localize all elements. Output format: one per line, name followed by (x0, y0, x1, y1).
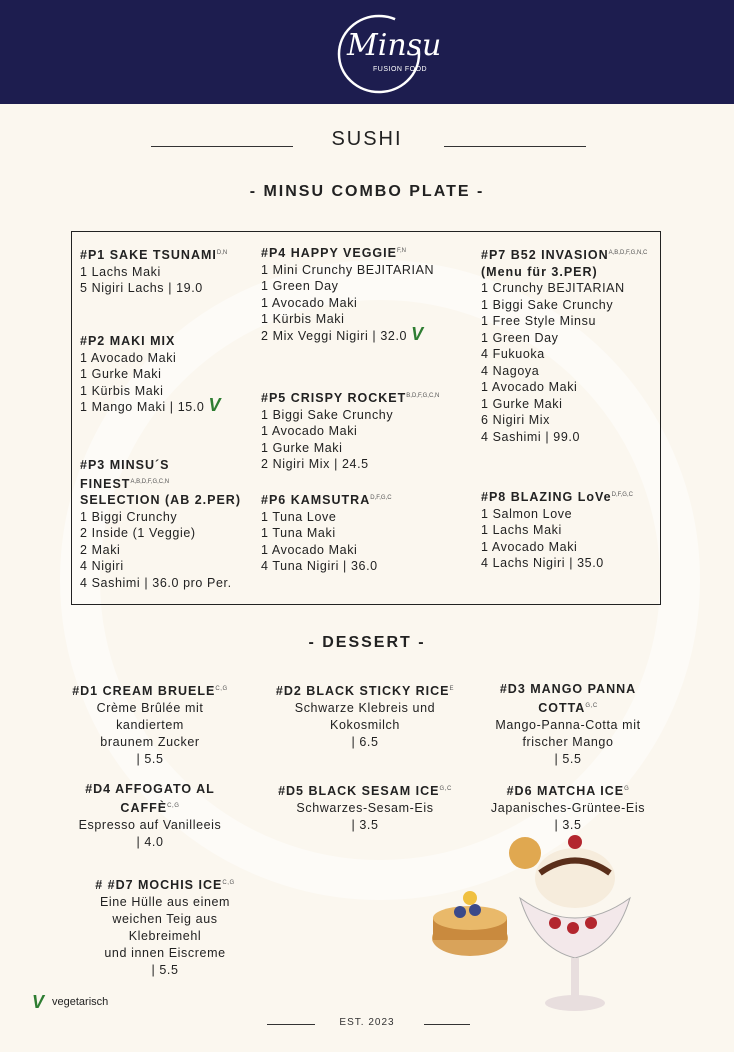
dessert-title: # #D7 MOCHIS ICE (95, 878, 223, 893)
allergen-codes: E (449, 686, 455, 692)
dessert-heading: - DESSERT - (308, 634, 426, 651)
dessert-illustration (425, 828, 665, 1018)
combo-subtitle: (Menu für 3.PER) (481, 264, 598, 279)
page-title: SUSHI (331, 128, 403, 150)
combo-line: 5 Nigiri Lachs | 19.0 (80, 281, 203, 296)
dessert-item (478, 681, 658, 768)
dessert-title: #D2 BLACK STICKY RICE (275, 684, 450, 699)
logo (333, 10, 442, 98)
dessert-item (60, 781, 240, 851)
dessert-title: #D4 AFFOGATO AL CAFFÈ (85, 782, 215, 816)
allergen-codes: D,F,G,C (370, 495, 392, 501)
dessert-line: | 3.5 (554, 818, 582, 833)
combo-line: 4 Tuna Nigiri | 36.0 (261, 559, 378, 574)
combo-line: 1 Crunchy BEJITARIAN (481, 281, 625, 296)
combo-item (481, 487, 657, 572)
combo-line: 1 Avocado Maki (481, 539, 578, 554)
combo-line: 2 Mix Veggi Nigiri | 32.0 (261, 328, 408, 343)
combo-line: 1 Green Day (481, 330, 559, 345)
dessert-line: Mango-Panna-Cotta mit (495, 718, 641, 733)
established-year: EST. 2023 (339, 1017, 395, 1028)
combo-line: 4 Nigiri (80, 559, 124, 574)
dessert-line: Klebreimehl (128, 929, 202, 944)
allergen-codes: C,G (167, 803, 180, 809)
dessert-item (265, 681, 465, 751)
combo-line: 6 Nigiri Mix (481, 413, 551, 428)
dessert-line: | 6.5 (351, 735, 379, 750)
combo-line: 4 Fukuoka (481, 347, 545, 362)
combo-title: #P3 MINSU´S FINEST (80, 458, 170, 491)
dessert-line: | 5.5 (554, 752, 582, 767)
dessert-line: Japanisches-Grüntee-Eis (490, 801, 646, 816)
combo-line: 1 Lachs Maki (80, 264, 161, 279)
combo-title: #P4 HAPPY VEGGIE (261, 246, 397, 261)
combo-item (261, 243, 473, 344)
combo-title: #P8 BLAZING LoVe (481, 490, 612, 505)
combo-title: #P1 SAKE TSUNAMI (80, 248, 217, 263)
combo-line: 1 Tuna Maki (261, 526, 336, 541)
dessert-title: #D3 MANGO PANNA COTTA (499, 682, 637, 716)
combo-line: 2 Nigiri Mix | 24.5 (261, 457, 369, 472)
dessert-line: kandiertem (116, 718, 184, 733)
combo-line: 1 Gurke Maki (80, 367, 162, 382)
veg-leaf-icon: V (411, 323, 424, 344)
veg-legend (32, 992, 109, 1012)
combo-line: 1 Salmon Love (481, 506, 573, 521)
combo-line: 2 Inside (1 Veggie) (80, 526, 196, 541)
dessert-line: und innen Eiscreme (104, 946, 226, 961)
allergen-codes: C,G (215, 686, 228, 692)
combo-line: 1 Avocado Maki (261, 295, 358, 310)
veg-leaf-icon: V (208, 395, 222, 416)
combo-item (80, 331, 256, 416)
combo-line: 1 Gurke Maki (481, 396, 563, 411)
dessert-item (65, 875, 265, 979)
combo-line: 4 Nagoya (481, 363, 540, 378)
dessert-line: | 4.0 (136, 835, 164, 850)
combo-line: 1 Avocado Maki (481, 380, 578, 395)
combo-line: 1 Avocado Maki (261, 424, 358, 439)
combo-line: 1 Avocado Maki (80, 350, 177, 365)
combo-line: 1 Kürbis Maki (80, 383, 164, 398)
combo-line: 1 Tuna Love (261, 509, 337, 524)
veg-leaf-icon: V (32, 992, 45, 1012)
combo-line: 2 Maki (80, 542, 121, 557)
combo-item (481, 245, 657, 445)
combo-line: 4 Lachs Nigiri | 35.0 (481, 556, 604, 571)
combo-item (80, 457, 256, 591)
combo-line: 1 Biggi Sake Crunchy (261, 407, 394, 422)
combo-line: 1 Gurke Maki (261, 440, 343, 455)
combo-title: #P7 B52 INVASION (481, 248, 609, 263)
dessert-item (265, 781, 465, 834)
dessert-item (50, 681, 250, 768)
allergen-codes: B,D,F,G,C,N (406, 393, 440, 399)
allergen-codes: G,C (439, 786, 452, 792)
dessert-line: | 5.5 (136, 752, 164, 767)
combo-line: 1 Kürbis Maki (261, 312, 345, 327)
combo-item (261, 388, 473, 473)
combo-title: #P6 KAMSUTRA (261, 493, 371, 508)
dessert-line: | 3.5 (351, 818, 379, 833)
combo-title: #P2 MAKI MIX (80, 334, 176, 349)
combo-subtitle: SELECTION (AB 2.PER) (80, 493, 241, 508)
dessert-line: weichen Teig aus (112, 912, 218, 927)
combo-line: 1 Biggi Sake Crunchy (481, 297, 614, 312)
dessert-line: frischer Mango (522, 735, 614, 750)
combo-line: 1 Mango Maki | 15.0 (80, 400, 205, 415)
logo-subtitle: FUSION FOOD (373, 66, 428, 73)
dessert-line: Crème Brûlée mit (96, 701, 204, 716)
dessert-line: Espresso auf Vanilleeis (78, 818, 222, 833)
header (0, 0, 734, 104)
dessert-title: #D6 MATCHA ICE (506, 784, 625, 799)
combo-line: 4 Sashimi | 99.0 (481, 429, 581, 444)
combo-line: 4 Sashimi | 36.0 pro Per. (80, 575, 232, 590)
dessert-title: #D5 BLACK SESAM ICE (278, 784, 440, 799)
combo-title: #P5 CRISPY ROCKET (261, 391, 407, 406)
allergen-codes: A,B,D,F,G,C,N (130, 478, 170, 485)
combo-line: 1 Free Style Minsu (481, 314, 597, 329)
combo-line: 1 Mini Crunchy BEJITARIAN (261, 262, 435, 277)
combo-line: 1 Green Day (261, 279, 339, 294)
allergen-codes: A,B,D,F,G,N,C (608, 250, 648, 256)
dessert-line: Schwarzes-Sesam-Eis (296, 801, 434, 816)
veg-legend-label: vegetarisch (52, 996, 109, 1008)
dessert-line: Schwarze Klebreis und (294, 701, 436, 716)
logo-text: Minsu (347, 28, 442, 63)
dessert-title: #D1 CREAM BRUELE (72, 684, 216, 699)
allergen-codes: C,G (222, 880, 235, 886)
allergen-codes: G (624, 786, 630, 792)
dessert-item (478, 781, 658, 834)
allergen-codes: D,N (216, 250, 228, 256)
allergen-codes: F,N (396, 248, 406, 254)
dessert-line: braunem Zucker (100, 735, 200, 750)
combo-heading: - MINSU COMBO PLATE - (249, 183, 485, 200)
combo-line: 1 Avocado Maki (261, 542, 358, 557)
combo-line: 1 Biggi Crunchy (80, 509, 178, 524)
allergen-codes: D,F,G,C (611, 492, 633, 498)
combo-item (80, 245, 256, 297)
allergen-codes: G,C (585, 703, 598, 709)
dessert-line: | 5.5 (151, 963, 179, 978)
combo-line: 1 Lachs Maki (481, 523, 562, 538)
combo-item (261, 490, 473, 575)
dessert-line: Eine Hülle aus einem (99, 895, 231, 910)
dessert-line: Kokosmilch (330, 718, 400, 733)
